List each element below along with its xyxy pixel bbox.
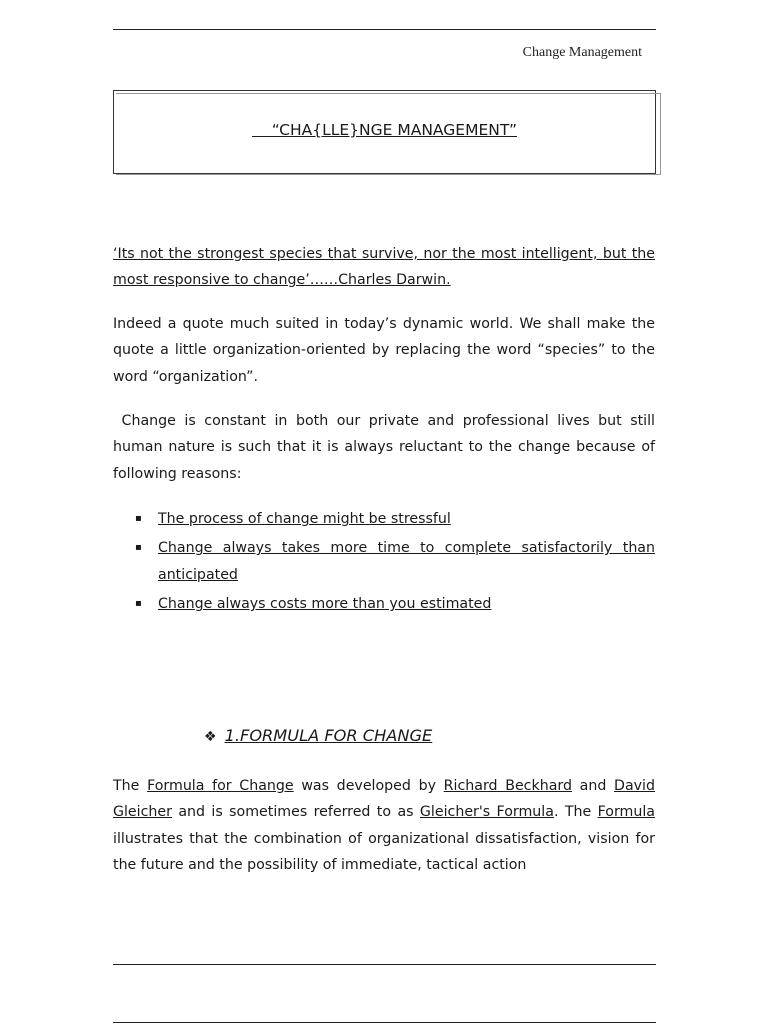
square-bullet-icon: ▪ [135, 513, 142, 524]
formula-paragraph [113, 773, 655, 879]
text-run: . The [553, 804, 598, 821]
section-heading-text: 1.FORMULA FOR CHANGE [224, 726, 433, 745]
list-item [113, 591, 655, 617]
footer-rule [113, 964, 656, 965]
link-gleichers-formula[interactable]: Gleicher's Formula [419, 804, 554, 821]
section-heading [204, 726, 432, 745]
document-title: “CHA{LLE}NGE MANAGEMENT” [251, 121, 517, 139]
page-bottom-rule [113, 1022, 656, 1023]
text-run: and is sometimes referred to as [171, 804, 420, 821]
diamond-bullet-icon: ❖ [204, 729, 217, 745]
square-bullet-icon: ▪ [135, 598, 142, 610]
link-formula-for-change[interactable]: Formula for Change [147, 778, 294, 794]
reason-text: Change always costs more than you estimated [158, 596, 492, 613]
link-formula[interactable]: Formula [597, 804, 655, 821]
text-run: was developed by [293, 778, 444, 794]
list-item [113, 506, 655, 532]
text-run: illustrates that the combination of organizational dissatisfaction, vision for the future and the possibility of immediate, tactical action [113, 830, 655, 874]
running-header: Change Management [522, 45, 642, 60]
darwin-quote: ‘Its not the strongest species that survive, nor the most intelligent, but the most responsive to change’……Charles Darwin. [113, 246, 655, 289]
reasons-intro-paragraph: Change is constant in both our private and professional lives but still human nature is such that it is always reluctant to the change because of following reasons: [113, 413, 660, 482]
header-rule [113, 29, 656, 30]
text-run: and [571, 778, 615, 794]
reasons-list [113, 506, 655, 621]
link-richard-beckhard[interactable]: Richard Beckhard [443, 778, 572, 794]
square-bullet-icon: ▪ [135, 542, 142, 554]
list-item [113, 535, 655, 588]
title-box [113, 90, 656, 174]
intro-paragraph: Indeed a quote much suited in today’s dynamic world. We shall make the quote a little organization-oriented by replacing the word “species” to the word “organization”. [113, 316, 655, 385]
reason-text: Change always takes more time to complete satisfactorily than anticipated [158, 540, 655, 583]
reason-text: The process of change might be stressful [158, 511, 451, 527]
link-david-gleicher[interactable]: David Gleicher [113, 778, 656, 821]
text-run: The [113, 778, 148, 794]
